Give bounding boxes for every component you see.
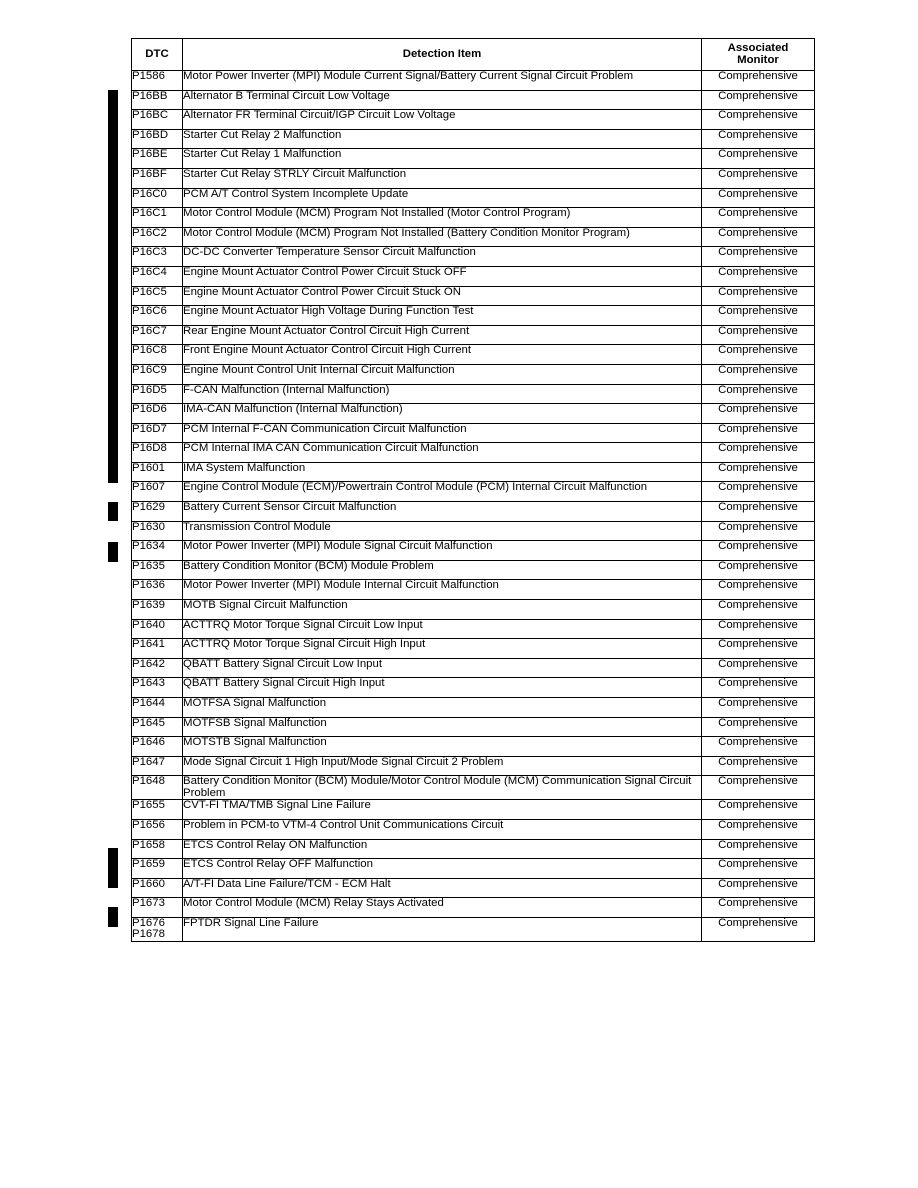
dtc-code: P16BD <box>132 128 169 141</box>
table-row <box>132 898 815 918</box>
table-row <box>132 71 815 91</box>
dtc-code: P1659 <box>132 858 165 871</box>
dtc-code: P16C0 <box>132 187 167 200</box>
header-detection-item: Detection Item <box>183 39 702 71</box>
associated-monitor-cell: Comprehensive <box>702 208 815 228</box>
associated-monitor-cell: Comprehensive <box>702 188 815 208</box>
detection-item-cell: QBATT Battery Signal Circuit High Input <box>183 678 702 698</box>
associated-monitor-cell: Comprehensive <box>702 110 815 130</box>
associated-monitor-cell: Comprehensive <box>702 90 815 110</box>
table-row <box>132 482 815 502</box>
dtc-code: P1660 <box>132 877 165 890</box>
table-row <box>132 462 815 482</box>
dtc-code-cell <box>132 639 183 659</box>
dtc-code-cell <box>132 423 183 443</box>
dtc-code-cell <box>132 325 183 345</box>
associated-monitor-cell: Comprehensive <box>702 443 815 463</box>
detection-item-cell: IMA-CAN Malfunction (Internal Malfunction) <box>183 404 702 424</box>
table-row <box>132 580 815 600</box>
associated-monitor-cell: Comprehensive <box>702 859 815 879</box>
dtc-code-cell <box>132 71 183 91</box>
dtc-code: P1630 <box>132 520 165 533</box>
table-row <box>132 266 815 286</box>
table-row <box>132 443 815 463</box>
detection-item-cell: Starter Cut Relay STRLY Circuit Malfunction <box>183 168 702 188</box>
detection-item-cell: MOTFSB Signal Malfunction <box>183 717 702 737</box>
table-row <box>132 502 815 522</box>
associated-monitor-cell: Comprehensive <box>702 678 815 698</box>
dtc-code-cell <box>132 600 183 620</box>
dtc-code-cell <box>132 90 183 110</box>
detection-item-cell: Engine Control Module (ECM)/Powertrain Control Module (PCM) Internal Circuit Malfunction <box>183 482 702 502</box>
table-row <box>132 306 815 326</box>
change-bar-4 <box>108 848 118 888</box>
table-row <box>132 639 815 659</box>
dtc-code: P16C7 <box>132 324 167 337</box>
dtc-code: P1676 <box>132 916 165 929</box>
associated-monitor-cell: Comprehensive <box>702 658 815 678</box>
table-row <box>132 384 815 404</box>
associated-monitor-cell: Comprehensive <box>702 168 815 188</box>
detection-item-cell: Battery Condition Monitor (BCM) Module Problem <box>183 560 702 580</box>
dtc-code-cell <box>132 168 183 188</box>
dtc-code-cell <box>132 560 183 580</box>
table-row <box>132 325 815 345</box>
table-row <box>132 188 815 208</box>
dtc-code-cell <box>132 756 183 776</box>
table-row <box>132 168 815 188</box>
dtc-code: P1629 <box>132 501 165 514</box>
detection-item-cell: ACTTRQ Motor Torque Signal Circuit High Input <box>183 639 702 659</box>
table-row <box>132 698 815 718</box>
dtc-code: P1646 <box>132 736 165 749</box>
table-row <box>132 756 815 776</box>
associated-monitor-cell: Comprehensive <box>702 800 815 820</box>
table-row <box>132 364 815 384</box>
dtc-code-cell <box>132 286 183 306</box>
dtc-code: P16C2 <box>132 226 167 239</box>
table-row <box>132 129 815 149</box>
detection-item-cell: IMA System Malfunction <box>183 462 702 482</box>
dtc-code: P1645 <box>132 716 165 729</box>
table-row <box>132 286 815 306</box>
table-row <box>132 149 815 169</box>
associated-monitor-cell: Comprehensive <box>702 384 815 404</box>
associated-monitor-cell: Comprehensive <box>702 560 815 580</box>
table-row <box>132 776 815 800</box>
dtc-code: P16C8 <box>132 344 167 357</box>
table-row <box>132 560 815 580</box>
dtc-code: P1642 <box>132 657 165 670</box>
table-row <box>132 404 815 424</box>
detection-item-cell: Motor Control Module (MCM) Program Not Installed (Motor Control Program) <box>183 208 702 228</box>
detection-item-cell: MOTFSA Signal Malfunction <box>183 698 702 718</box>
dtc-code-cell <box>132 859 183 879</box>
table-row <box>132 208 815 228</box>
associated-monitor-cell: Comprehensive <box>702 737 815 757</box>
table-row <box>132 859 815 879</box>
associated-monitor-cell: Comprehensive <box>702 917 815 941</box>
dtc-code-cell <box>132 462 183 482</box>
detection-item-cell: Transmission Control Module <box>183 521 702 541</box>
associated-monitor-cell: Comprehensive <box>702 364 815 384</box>
dtc-code-cell <box>132 266 183 286</box>
dtc-code-cell <box>132 541 183 561</box>
dtc-code-cell <box>132 619 183 639</box>
change-bar-5 <box>108 907 118 927</box>
change-bar-1 <box>108 90 118 483</box>
dtc-table <box>131 38 815 942</box>
associated-monitor-cell: Comprehensive <box>702 600 815 620</box>
associated-monitor-cell: Comprehensive <box>702 149 815 169</box>
dtc-code-cell <box>132 227 183 247</box>
header-row <box>132 39 815 71</box>
dtc-code-cell <box>132 110 183 130</box>
associated-monitor-cell: Comprehensive <box>702 227 815 247</box>
detection-item-cell: MOTSTB Signal Malfunction <box>183 737 702 757</box>
detection-item-cell: CVT-FI TMA/TMB Signal Line Failure <box>183 800 702 820</box>
detection-item-cell: Motor Control Module (MCM) Relay Stays Activated <box>183 898 702 918</box>
table-row <box>132 678 815 698</box>
associated-monitor-cell: Comprehensive <box>702 639 815 659</box>
detection-item-cell: Starter Cut Relay 1 Malfunction <box>183 149 702 169</box>
dtc-code-cell <box>132 678 183 698</box>
dtc-code: P1634 <box>132 540 165 553</box>
dtc-code: P16C5 <box>132 285 167 298</box>
detection-item-cell: MOTB Signal Circuit Malfunction <box>183 600 702 620</box>
associated-monitor-cell: Comprehensive <box>702 325 815 345</box>
dtc-code-cell <box>132 819 183 839</box>
dtc-code: P1678 <box>132 928 165 941</box>
table-row <box>132 800 815 820</box>
detection-item-cell: ACTTRQ Motor Torque Signal Circuit Low Input <box>183 619 702 639</box>
dtc-code-cell <box>132 502 183 522</box>
associated-monitor-cell: Comprehensive <box>702 502 815 522</box>
dtc-code-cell <box>132 521 183 541</box>
header-dtc: DTC <box>132 39 183 71</box>
dtc-code: P16C1 <box>132 207 167 220</box>
table-row <box>132 90 815 110</box>
dtc-code-cell <box>132 658 183 678</box>
associated-monitor-cell: Comprehensive <box>702 717 815 737</box>
table-row <box>132 541 815 561</box>
dtc-code: P1641 <box>132 638 165 651</box>
dtc-code: P16BF <box>132 167 167 180</box>
dtc-code-cell <box>132 482 183 502</box>
header-associated-monitor-line1: Associated <box>727 42 789 54</box>
detection-item-cell: ETCS Control Relay OFF Malfunction <box>183 859 702 879</box>
detection-item-cell: Starter Cut Relay 2 Malfunction <box>183 129 702 149</box>
dtc-code: P1639 <box>132 599 165 612</box>
dtc-code-cell <box>132 698 183 718</box>
table-row <box>132 227 815 247</box>
table-row <box>132 839 815 859</box>
dtc-code-cell <box>132 364 183 384</box>
dtc-code: P1635 <box>132 559 165 572</box>
dtc-code: P16C3 <box>132 246 167 259</box>
detection-item-cell: Front Engine Mount Actuator Control Circuit High Current <box>183 345 702 365</box>
associated-monitor-cell: Comprehensive <box>702 345 815 365</box>
dtc-code: P16D5 <box>132 383 167 396</box>
detection-item-cell: Engine Mount Actuator Control Power Circuit Stuck ON <box>183 286 702 306</box>
dtc-code-cell <box>132 443 183 463</box>
detection-item-cell: Motor Power Inverter (MPI) Module Internal Circuit Malfunction <box>183 580 702 600</box>
detection-item-cell: A/T-FI Data Line Failure/TCM - ECM Halt <box>183 878 702 898</box>
dtc-code: P1607 <box>132 481 165 494</box>
detection-item-cell: Motor Power Inverter (MPI) Module Current Signal/Battery Current Signal Circuit Problem <box>183 71 702 91</box>
dtc-code: P1647 <box>132 755 165 768</box>
header-associated-monitor <box>702 39 815 71</box>
table-row <box>132 423 815 443</box>
detection-item-cell: DC-DC Converter Temperature Sensor Circuit Malfunction <box>183 247 702 267</box>
dtc-code: P1658 <box>132 838 165 851</box>
dtc-code: P16C4 <box>132 265 167 278</box>
dtc-code-cell <box>132 800 183 820</box>
header-associated-monitor-line2: Monitor <box>737 53 779 66</box>
associated-monitor-cell: Comprehensive <box>702 839 815 859</box>
associated-monitor-cell: Comprehensive <box>702 247 815 267</box>
table-row <box>132 521 815 541</box>
dtc-code-cell <box>132 404 183 424</box>
associated-monitor-cell: Comprehensive <box>702 404 815 424</box>
dtc-code: P1636 <box>132 579 165 592</box>
dtc-code-cell <box>132 580 183 600</box>
detection-item-cell: Alternator B Terminal Circuit Low Voltage <box>183 90 702 110</box>
change-bar-2 <box>108 502 118 521</box>
associated-monitor-cell: Comprehensive <box>702 482 815 502</box>
dtc-code-cell <box>132 878 183 898</box>
table-row <box>132 619 815 639</box>
detection-item-cell: Battery Current Sensor Circuit Malfunction <box>183 502 702 522</box>
associated-monitor-cell: Comprehensive <box>702 776 815 800</box>
associated-monitor-cell: Comprehensive <box>702 756 815 776</box>
dtc-code: P16C6 <box>132 305 167 318</box>
dtc-code-cell <box>132 345 183 365</box>
detection-item-cell: PCM A/T Control System Incomplete Update <box>183 188 702 208</box>
change-bar-3 <box>108 542 118 562</box>
detection-item-cell: Engine Mount Control Unit Internal Circuit Malfunction <box>183 364 702 384</box>
detection-item-cell: Problem in PCM-to VTM-4 Control Unit Communications Circuit <box>183 819 702 839</box>
associated-monitor-cell: Comprehensive <box>702 71 815 91</box>
detection-item-cell: Alternator FR Terminal Circuit/IGP Circuit Low Voltage <box>183 110 702 130</box>
table-row <box>132 917 815 941</box>
associated-monitor-cell: Comprehensive <box>702 898 815 918</box>
dtc-code-cell <box>132 717 183 737</box>
dtc-code-cell <box>132 306 183 326</box>
dtc-code-cell <box>132 737 183 757</box>
detection-item-cell: Engine Mount Actuator High Voltage During Function Test <box>183 306 702 326</box>
dtc-code: P1656 <box>132 818 165 831</box>
dtc-code: P1655 <box>132 799 165 812</box>
dtc-code: P16D6 <box>132 403 167 416</box>
detection-item-cell: PCM Internal F-CAN Communication Circuit Malfunction <box>183 423 702 443</box>
detection-item-cell: PCM Internal IMA CAN Communication Circuit Malfunction <box>183 443 702 463</box>
associated-monitor-cell: Comprehensive <box>702 423 815 443</box>
detection-item-cell: Engine Mount Actuator Control Power Circuit Stuck OFF <box>183 266 702 286</box>
detection-item-cell: ETCS Control Relay ON Malfunction <box>183 839 702 859</box>
detection-item-cell: Motor Control Module (MCM) Program Not Installed (Battery Condition Monitor Program) <box>183 227 702 247</box>
dtc-code: P1586 <box>132 70 165 82</box>
table-row <box>132 878 815 898</box>
detection-item-cell: Mode Signal Circuit 1 High Input/Mode Signal Circuit 2 Problem <box>183 756 702 776</box>
dtc-code: P1644 <box>132 697 165 709</box>
dtc-table-header <box>132 39 815 71</box>
table-row <box>132 819 815 839</box>
dtc-code-cell <box>132 247 183 267</box>
table-row <box>132 345 815 365</box>
associated-monitor-cell: Comprehensive <box>702 541 815 561</box>
dtc-code: P1643 <box>132 677 165 690</box>
associated-monitor-cell: Comprehensive <box>702 619 815 639</box>
table-row <box>132 110 815 130</box>
dtc-code: P1673 <box>132 897 165 910</box>
dtc-code-cell <box>132 188 183 208</box>
associated-monitor-cell: Comprehensive <box>702 129 815 149</box>
associated-monitor-cell: Comprehensive <box>702 286 815 306</box>
detection-item-cell: F-CAN Malfunction (Internal Malfunction) <box>183 384 702 404</box>
detection-item-cell: Rear Engine Mount Actuator Control Circuit High Current <box>183 325 702 345</box>
dtc-code: P1648 <box>132 775 165 788</box>
detection-item-cell: QBATT Battery Signal Circuit Low Input <box>183 658 702 678</box>
dtc-code-cell <box>132 839 183 859</box>
associated-monitor-cell: Comprehensive <box>702 521 815 541</box>
dtc-code: P16BB <box>132 89 168 102</box>
dtc-table-body <box>132 71 815 942</box>
detection-item-cell: FPTDR Signal Line Failure <box>183 917 702 941</box>
dtc-code-cell <box>132 149 183 169</box>
associated-monitor-cell: Comprehensive <box>702 878 815 898</box>
dtc-code: P16BC <box>132 109 169 122</box>
associated-monitor-cell: Comprehensive <box>702 266 815 286</box>
dtc-code-cell <box>132 384 183 404</box>
dtc-code-cell <box>132 208 183 228</box>
dtc-code: P1601 <box>132 461 165 474</box>
detection-item-cell: Battery Condition Monitor (BCM) Module/Motor Control Module (MCM) Communication Signal Circuit Problem <box>183 776 702 800</box>
table-row <box>132 717 815 737</box>
table-row <box>132 247 815 267</box>
dtc-code: P16D8 <box>132 442 167 455</box>
table-row <box>132 737 815 757</box>
dtc-code: P16C9 <box>132 363 167 376</box>
table-row <box>132 600 815 620</box>
dtc-code: P16BE <box>132 148 168 161</box>
associated-monitor-cell: Comprehensive <box>702 698 815 718</box>
associated-monitor-cell: Comprehensive <box>702 462 815 482</box>
dtc-code-cell <box>132 917 183 941</box>
table-row <box>132 658 815 678</box>
detection-item-cell: Motor Power Inverter (MPI) Module Signal Circuit Malfunction <box>183 541 702 561</box>
dtc-code-cell <box>132 776 183 800</box>
dtc-code-cell <box>132 129 183 149</box>
associated-monitor-cell: Comprehensive <box>702 819 815 839</box>
associated-monitor-cell: Comprehensive <box>702 580 815 600</box>
dtc-code: P16D7 <box>132 422 167 435</box>
dtc-code-cell <box>132 898 183 918</box>
dtc-code: P1640 <box>132 618 165 631</box>
associated-monitor-cell: Comprehensive <box>702 306 815 326</box>
